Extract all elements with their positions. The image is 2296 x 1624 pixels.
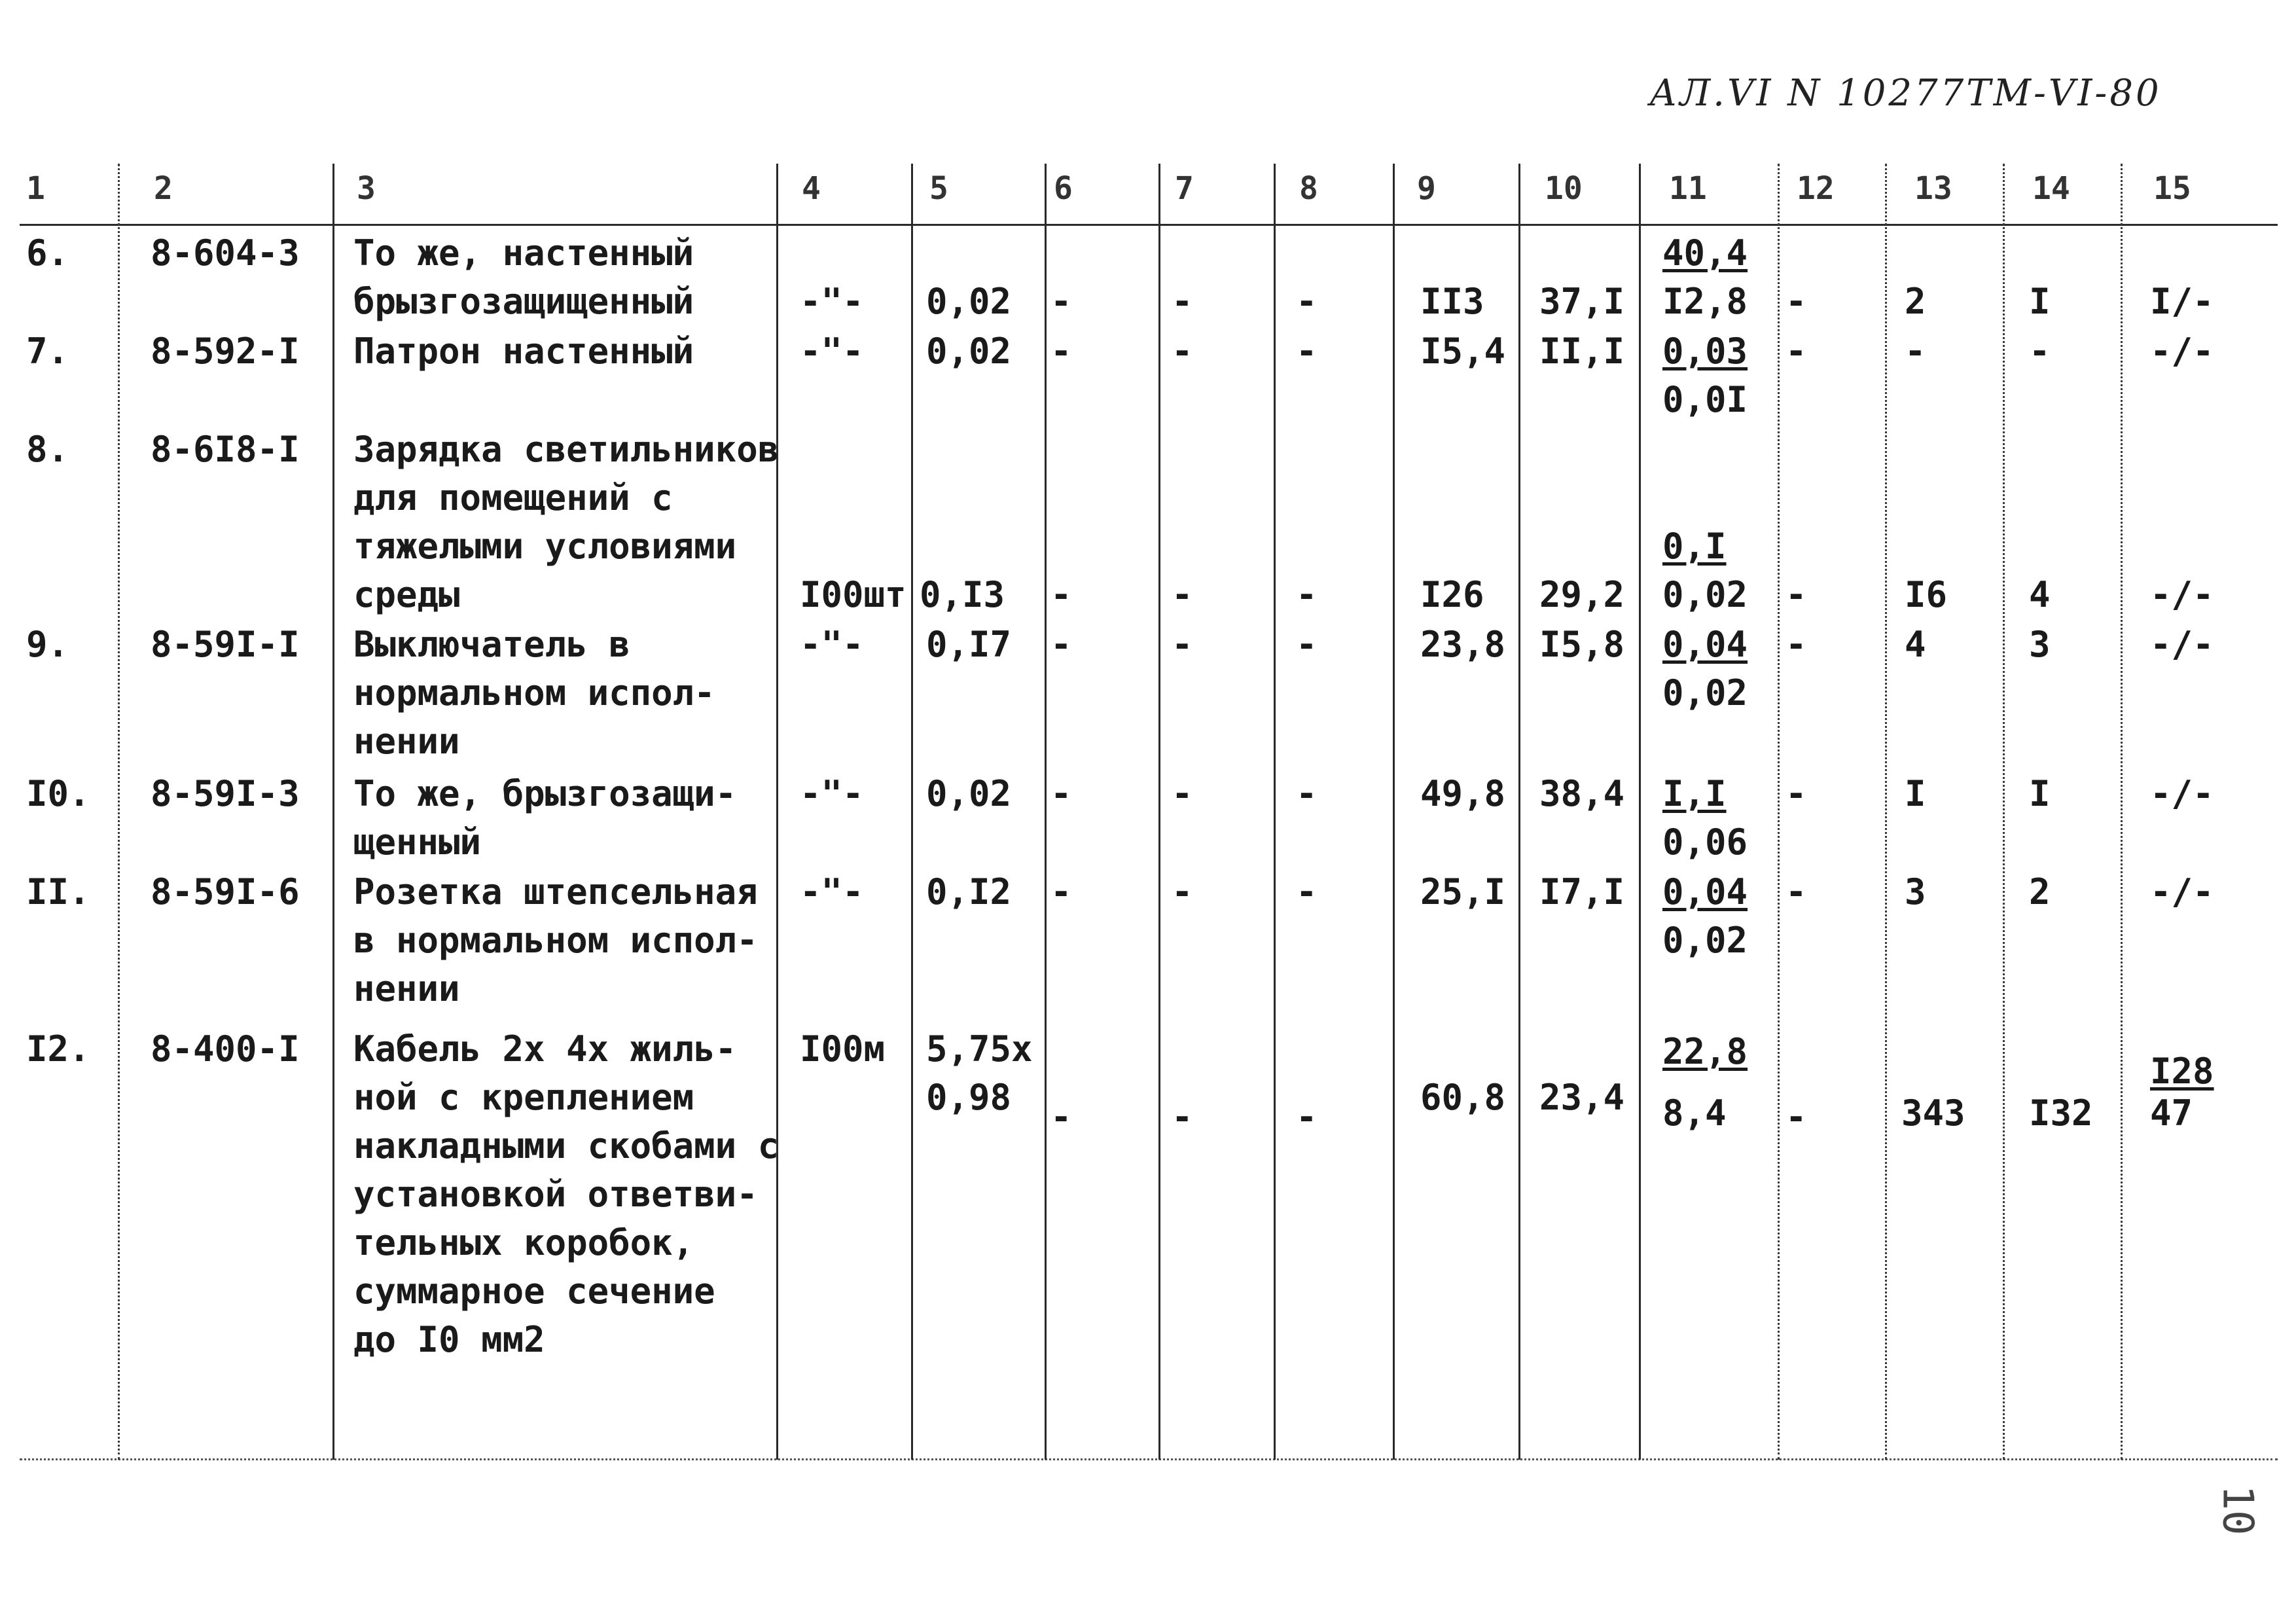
quantity-top: 5,75х [926,1028,1033,1070]
row-number: 7. [26,331,69,372]
col11-top-value: I,I [1662,773,1727,814]
work-description: Патрон настенный [353,331,694,372]
col-number: 2 [154,170,173,207]
quantity: 0,I7 [926,624,1012,665]
unit: -"- [800,331,864,372]
col11-bottom-value: I2,8 [1662,281,1748,322]
col9-value: 49,8 [1420,773,1506,814]
col14-value: 2 [2029,871,2051,912]
col14-value: I32 [2029,1092,2093,1134]
col9-value: 60,8 [1420,1077,1506,1118]
col12-value: - [1785,331,1807,372]
work-description: накладными скобами с [353,1125,780,1166]
col11-top-value: 0,04 [1662,624,1748,665]
col8-value: - [1296,281,1318,322]
col8-value: - [1296,871,1318,912]
col15-value: -/- [2150,871,2214,912]
unit: -"- [800,624,864,665]
col6-value: - [1050,773,1072,814]
col11-bottom-value: 0,06 [1662,821,1748,863]
col15-top-value: I28 [2150,1051,2214,1092]
col-sep-8 [1393,164,1395,1460]
col15-bottom-value: 47 [2150,1092,2193,1134]
col-number: 5 [929,170,948,207]
col-number: 12 [1797,170,1835,207]
norm-code: 8-59I-6 [151,871,300,912]
work-description: установкой ответви- [353,1174,758,1215]
col-sep-13 [2003,164,2005,1460]
col13-value: 3 [1905,871,1926,912]
work-description: ной с креплением [353,1077,694,1118]
col11-bottom-value: 0,02 [1662,672,1748,713]
col-number: 9 [1417,170,1436,207]
col7-value: - [1172,281,1193,322]
col-number: 13 [1914,170,1952,207]
col8-value: - [1296,624,1318,665]
col6-value: - [1050,624,1072,665]
col14-value: - [2029,331,2051,372]
col10-value: 29,2 [1539,574,1625,615]
col-sep-5 [1045,164,1047,1460]
work-description: суммарное сечение [353,1271,715,1312]
col7-value: - [1172,624,1193,665]
col12-value: - [1785,281,1807,322]
col-number: 3 [357,170,376,207]
col10-value: 37,I [1539,281,1625,322]
col10-value: II,I [1539,331,1625,372]
col-sep-10 [1639,164,1641,1460]
col13-value: 4 [1905,624,1926,665]
col8-value: - [1296,1096,1318,1138]
work-description: в нормальном испол- [353,920,758,961]
norm-code: 8-59I-3 [151,773,300,814]
col9-value: I26 [1420,574,1484,615]
quantity-bottom: 0,98 [926,1077,1012,1118]
col-number: 7 [1175,170,1194,207]
col-sep-4 [911,164,913,1460]
col6-value: - [1050,574,1072,615]
col15-value: -/- [2150,574,2214,615]
col10-value: 23,4 [1539,1077,1625,1118]
col6-value: - [1050,331,1072,372]
col7-value: - [1172,574,1193,615]
work-description: щенный [353,821,482,863]
work-description: Розетка штепсельная [353,871,758,912]
work-description: тельных коробок, [353,1222,694,1263]
col-number: 4 [802,170,821,207]
col-sep-9 [1518,164,1520,1460]
unit: -"- [800,773,864,814]
col11-bottom-value: 8,4 [1662,1092,1727,1134]
col10-value: 38,4 [1539,773,1625,814]
col-sep-14 [2121,164,2123,1460]
col11-top-value: 40,4 [1662,232,1748,274]
col8-value: - [1296,574,1318,615]
col-sep-12 [1885,164,1887,1460]
col6-value: - [1050,1096,1072,1138]
work-description: Выключатель в [353,624,630,665]
col11-top-value: 0,03 [1662,331,1748,372]
unit: -"- [800,281,864,322]
col12-value: - [1785,871,1807,912]
row-number: 6. [26,232,69,274]
table-bottom-rule [20,1458,2278,1460]
col15-value: -/- [2150,624,2214,665]
document-code: АЛ.VI N 10277ТМ-VI-80 [1649,72,2162,115]
work-description: брызгозащищенный [353,281,694,322]
col9-value: 25,I [1420,871,1506,912]
col-sep-6 [1158,164,1160,1460]
row-number: I0. [26,773,90,814]
work-description: нормальном испол- [353,672,715,713]
col7-value: - [1172,1096,1193,1138]
col6-value: - [1050,281,1072,322]
col-number: 8 [1299,170,1318,207]
col7-value: - [1172,773,1193,814]
norm-code: 8-592-I [151,331,300,372]
col11-bottom-value: 0,02 [1662,574,1748,615]
col7-value: - [1172,331,1193,372]
col-number: 6 [1054,170,1073,207]
col12-value: - [1785,1096,1807,1138]
col-number: 15 [2153,170,2191,207]
work-description: нении [353,968,460,1009]
norm-code: 8-400-I [151,1028,300,1070]
col10-value: I5,8 [1539,624,1625,665]
col9-value: II3 [1420,281,1484,322]
col-sep-2 [332,164,334,1460]
col13-value: 343 [1901,1092,1965,1134]
unit: I00шт [800,574,906,615]
col12-value: - [1785,624,1807,665]
page-number: 10 [2213,1485,2262,1536]
col15-value: -/- [2150,331,2214,372]
col11-bottom-value: 0,0I [1662,379,1748,420]
col-number: 14 [2032,170,2070,207]
unit: I00м [800,1028,886,1070]
col11-bottom-value: 0,02 [1662,920,1748,961]
header-bottom-rule [20,224,2278,226]
quantity: 0,I3 [920,574,1005,615]
col-sep-7 [1274,164,1276,1460]
quantity: 0,02 [926,331,1012,372]
col-sep-11 [1778,164,1780,1460]
col9-value: I5,4 [1420,331,1506,372]
col13-value: 2 [1905,281,1926,322]
row-number: I2. [26,1028,90,1070]
work-description: Зарядка светильников [353,429,780,470]
work-description: тяжелыми условиями [353,526,737,567]
col11-top-value: 0,I [1662,526,1727,567]
col13-value: I6 [1905,574,1948,615]
work-description: среды [353,574,460,615]
work-description: То же, настенный [353,232,694,274]
row-number: II. [26,871,90,912]
col15-value: I/- [2150,281,2214,322]
quantity: 0,02 [926,773,1012,814]
col14-value: 4 [2029,574,2051,615]
work-description: То же, брызгозащи- [353,773,737,814]
col7-value: - [1172,871,1193,912]
quantity: 0,I2 [926,871,1012,912]
col12-value: - [1785,574,1807,615]
col11-top-value: 22,8 [1662,1031,1748,1072]
col6-value: - [1050,871,1072,912]
col8-value: - [1296,331,1318,372]
work-description: Кабель 2х 4х жиль- [353,1028,737,1070]
col13-value: - [1905,331,1926,372]
col-number: 1 [26,170,45,207]
col-number: 10 [1545,170,1583,207]
norm-code: 8-59I-I [151,624,300,665]
norm-code: 8-6I8-I [151,429,300,470]
unit: -"- [800,871,864,912]
row-number: 8. [26,429,69,470]
col8-value: - [1296,773,1318,814]
row-number: 9. [26,624,69,665]
col9-value: 23,8 [1420,624,1506,665]
quantity: 0,02 [926,281,1012,322]
col15-value: -/- [2150,773,2214,814]
col14-value: I [2029,281,2051,322]
col13-value: I [1905,773,1926,814]
col10-value: I7,I [1539,871,1625,912]
col-sep-1 [118,164,120,1460]
work-description: нении [353,721,460,762]
work-description: до I0 мм2 [353,1319,545,1360]
col14-value: 3 [2029,624,2051,665]
col-number: 11 [1669,170,1707,207]
col14-value: I [2029,773,2051,814]
col12-value: - [1785,773,1807,814]
norm-code: 8-604-3 [151,232,300,274]
work-description: для помещений с [353,477,673,518]
col11-top-value: 0,04 [1662,871,1748,912]
col-sep-3 [776,164,778,1460]
